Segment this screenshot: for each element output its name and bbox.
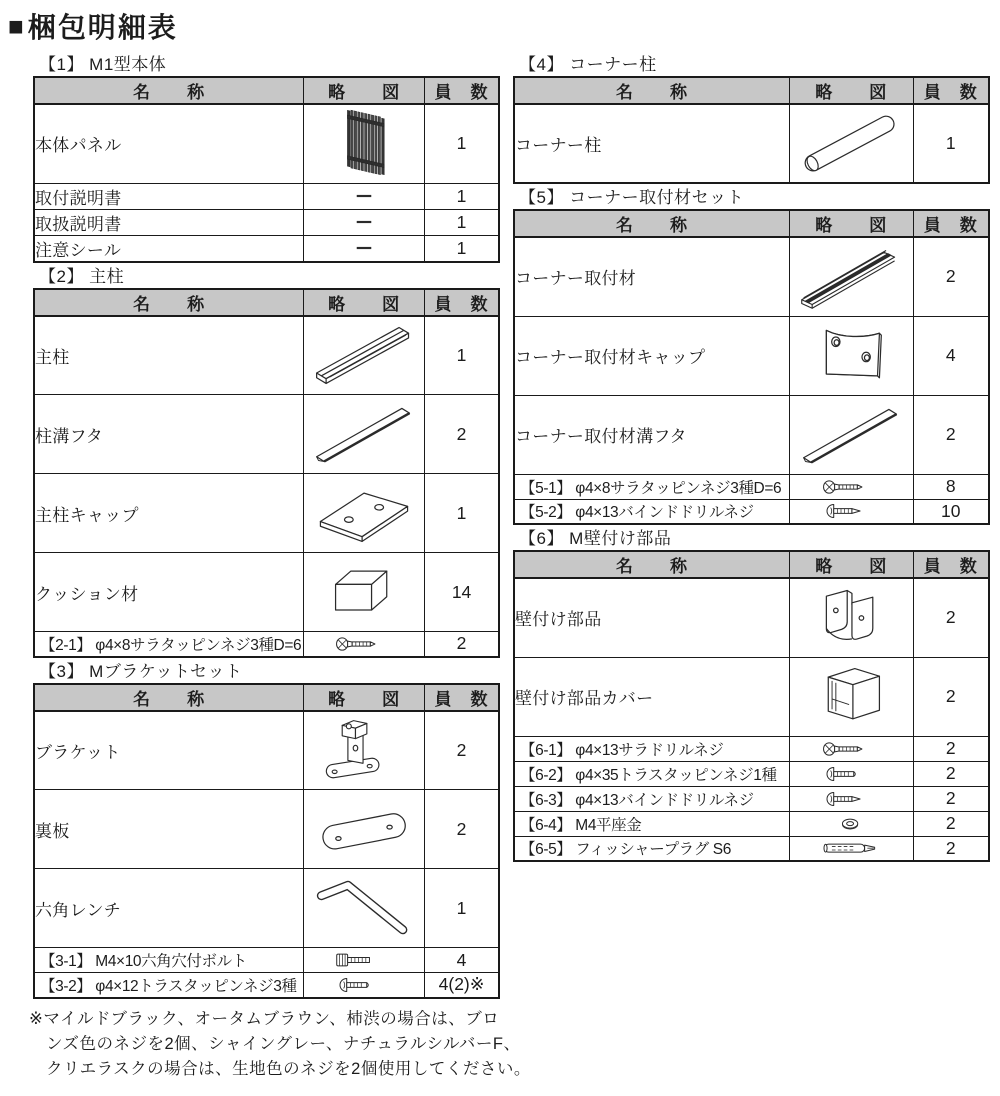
- section-label: 【3】 Mブラケットセット: [39, 661, 243, 681]
- footnote-line: ンズ色のネジを2個、シャイングレー、ナチュラルシルバーF、: [46, 1035, 521, 1053]
- fence-panel-icon: [306, 108, 422, 180]
- table-header-row: [34, 289, 499, 316]
- corner-channel-icon: [793, 241, 909, 313]
- parts-table: [33, 683, 500, 999]
- table-row: [514, 657, 989, 736]
- part-qty: 1: [425, 316, 499, 395]
- part-sketch-cell: [304, 235, 425, 262]
- part-qty: 1: [425, 869, 499, 948]
- part-name: 取扱説明書: [34, 209, 304, 235]
- section-label: 【5】 コーナー取付材セット: [519, 188, 745, 207]
- table-row: [514, 811, 989, 836]
- table-row: [514, 316, 989, 395]
- table-row: [514, 499, 989, 524]
- part-name: コーナー柱: [514, 104, 790, 183]
- part-name: 【3-2】 φ4×12トラスタッピンネジ3種: [34, 973, 304, 998]
- footnote: [29, 1007, 589, 1082]
- part-sketch-cell: [790, 578, 914, 657]
- corner-post-cylinder-icon: [793, 108, 909, 180]
- part-name: 【3-1】 M4×10六角穴付ボルト: [34, 948, 304, 973]
- dash-icon: [332, 238, 396, 258]
- part-name: 注意シール: [34, 235, 304, 262]
- table-row: [514, 237, 989, 316]
- parts-table: [33, 76, 500, 263]
- wall-mount-cover-icon: [793, 661, 909, 733]
- table-row: [34, 632, 499, 657]
- part-name: 主柱キャップ: [34, 474, 304, 553]
- table-header-row: [514, 210, 989, 237]
- post-extrusion-icon: [306, 319, 422, 391]
- section-label: 【1】 M1型本体: [39, 55, 167, 74]
- groove-cover-strip-icon: [793, 399, 909, 471]
- table-row: [514, 395, 989, 474]
- table-row: [514, 578, 989, 657]
- part-name: 壁付け部品: [514, 578, 790, 657]
- truss-screw-icon: [819, 764, 883, 784]
- cushion-block-icon: [306, 556, 422, 628]
- part-qty: 2: [913, 395, 989, 474]
- part-name: 柱溝フタ: [34, 395, 304, 474]
- column-header-name: 名 称: [514, 551, 790, 578]
- table-row: [514, 736, 989, 761]
- table-row: [34, 790, 499, 869]
- part-name: ブラケット: [34, 711, 304, 790]
- part-qty: 2: [913, 786, 989, 811]
- wall-mount-bracket-icon: [793, 582, 909, 654]
- part-qty: 2: [425, 395, 499, 474]
- table-row: [34, 316, 499, 395]
- part-name: コーナー取付材溝フタ: [514, 395, 790, 474]
- part-qty: 1: [425, 104, 499, 183]
- column-header-qty: 員 数: [425, 289, 499, 316]
- part-name: 【5-2】 φ4×13バインドドリルネジ: [514, 499, 790, 524]
- table-header-row: [514, 77, 989, 104]
- column-header-name: 名 称: [34, 289, 304, 316]
- part-qty: 2: [425, 711, 499, 790]
- part-name: 壁付け部品カバー: [514, 657, 790, 736]
- part-name: コーナー取付材: [514, 237, 790, 316]
- table-row: [34, 183, 499, 209]
- parts-table: [513, 209, 990, 525]
- part-name: 本体パネル: [34, 104, 304, 183]
- bracket-icon: [306, 714, 422, 786]
- table-row: [34, 474, 499, 553]
- part-sketch-cell: [304, 790, 425, 869]
- part-name: 裏板: [34, 790, 304, 869]
- footnote-line: ※マイルドブラック、オータムブラウン、柿渋の場合は、ブロ: [29, 1010, 500, 1028]
- hex-wrench-icon: [306, 872, 422, 944]
- table-row: [34, 711, 499, 790]
- dash-icon: [332, 186, 396, 206]
- part-sketch-cell: [304, 711, 425, 790]
- title-square-icon: ■: [8, 11, 26, 41]
- bind-drill-screw-icon: [819, 789, 883, 809]
- table-row: [34, 948, 499, 973]
- part-name: 【6-5】 フィッシャープラグ S6: [514, 836, 790, 861]
- column-header-name: 名 称: [34, 77, 304, 104]
- part-qty: 1: [425, 474, 499, 553]
- part-name: 【2-1】 φ4×8サラタッピンネジ3種D=6: [34, 632, 304, 657]
- part-qty: 8: [913, 474, 989, 499]
- part-sketch-cell: [790, 836, 914, 861]
- part-qty: 2: [913, 736, 989, 761]
- part-sketch-cell: [790, 395, 914, 474]
- part-name: 【6-3】 φ4×13バインドドリルネジ: [514, 786, 790, 811]
- part-qty: 2: [913, 761, 989, 786]
- flat-head-screw-icon: [819, 477, 883, 497]
- part-sketch-cell: [304, 948, 425, 973]
- part-qty: 2: [913, 811, 989, 836]
- page-title-text: 梱包明細表: [27, 12, 178, 43]
- part-sketch-cell: [304, 316, 425, 395]
- back-plate-icon: [306, 793, 422, 865]
- part-qty: 4(2)※: [425, 973, 499, 998]
- table-header-row: [34, 77, 499, 104]
- part-sketch-cell: [304, 209, 425, 235]
- part-sketch-cell: [790, 316, 914, 395]
- table-row: [34, 973, 499, 998]
- corner-cap-plate-icon: [793, 320, 909, 392]
- part-name: 【6-4】 M4平座金: [514, 811, 790, 836]
- part-sketch-cell: [304, 183, 425, 209]
- socket-bolt-icon: [332, 950, 396, 970]
- part-sketch-cell: [304, 869, 425, 948]
- part-sketch-cell: [790, 761, 914, 786]
- part-sketch-cell: [304, 632, 425, 657]
- part-sketch-cell: [790, 104, 914, 183]
- part-qty: 10: [913, 499, 989, 524]
- part-sketch-cell: [790, 786, 914, 811]
- part-name: コーナー取付材キャップ: [514, 316, 790, 395]
- flat-head-screw-icon: [819, 739, 883, 759]
- part-qty: 1: [913, 104, 989, 183]
- part-name: 【6-1】 φ4×13サラドリルネジ: [514, 736, 790, 761]
- part-sketch-cell: [790, 237, 914, 316]
- part-name: 【5-1】 φ4×8サラタッピンネジ3種D=6: [514, 474, 790, 499]
- bind-drill-screw-icon: [819, 501, 883, 521]
- section-label: 【6】 M壁付け部品: [519, 529, 672, 548]
- part-qty: 2: [425, 632, 499, 657]
- parts-table: [513, 550, 990, 862]
- parts-table: [513, 76, 990, 184]
- part-qty: 2: [913, 836, 989, 861]
- part-name: 主柱: [34, 316, 304, 395]
- column-header-sketch: 略 図: [790, 210, 914, 237]
- part-qty: 1: [425, 183, 499, 209]
- column-header-qty: 員 数: [913, 77, 989, 104]
- groove-cover-strip-icon: [306, 398, 422, 470]
- page-title: [8, 6, 178, 46]
- part-sketch-cell: [790, 499, 914, 524]
- part-sketch-cell: [304, 553, 425, 632]
- washer-icon: [819, 814, 883, 834]
- post-cap-plate-icon: [306, 477, 422, 549]
- column-header-qty: 員 数: [913, 210, 989, 237]
- column-header-name: 名 称: [34, 684, 304, 711]
- column-header-qty: 員 数: [425, 77, 499, 104]
- part-name: クッション材: [34, 553, 304, 632]
- table-row: [34, 209, 499, 235]
- part-qty: 4: [425, 948, 499, 973]
- truss-screw-icon: [332, 975, 396, 995]
- table-row: [34, 235, 499, 262]
- dash-icon: [332, 212, 396, 232]
- table-row: [514, 474, 989, 499]
- column-header-qty: 員 数: [425, 684, 499, 711]
- column-header-name: 名 称: [514, 210, 790, 237]
- part-sketch-cell: [304, 973, 425, 998]
- column-header-qty: 員 数: [913, 551, 989, 578]
- part-qty: 2: [425, 790, 499, 869]
- part-sketch-cell: [790, 657, 914, 736]
- part-qty: 1: [425, 209, 499, 235]
- part-qty: 2: [913, 237, 989, 316]
- right-column: [513, 54, 990, 865]
- column-header-sketch: 略 図: [790, 551, 914, 578]
- part-sketch-cell: [304, 395, 425, 474]
- section-label: 【4】 コーナー柱: [519, 55, 657, 74]
- table-row: [34, 869, 499, 948]
- table-row: [34, 104, 499, 183]
- part-sketch-cell: [790, 474, 914, 499]
- footnote-line: クリエラスクの場合は、生地色のネジを2個使用してください。: [46, 1060, 531, 1078]
- part-qty: 14: [425, 553, 499, 632]
- part-qty: 2: [913, 578, 989, 657]
- part-name: 【6-2】 φ4×35トラスタッピンネジ1種: [514, 761, 790, 786]
- part-qty: 4: [913, 316, 989, 395]
- part-sketch-cell: [790, 736, 914, 761]
- part-sketch-cell: [304, 474, 425, 553]
- table-row: [34, 395, 499, 474]
- flat-head-screw-icon: [332, 634, 396, 654]
- column-header-sketch: 略 図: [304, 684, 425, 711]
- fischer-plug-icon: [819, 838, 883, 858]
- table-row: [514, 761, 989, 786]
- section-label: 【2】 主柱: [39, 266, 125, 286]
- left-column: [33, 54, 500, 1002]
- part-name: 六角レンチ: [34, 869, 304, 948]
- parts-table: [33, 288, 500, 658]
- table-header-row: [514, 551, 989, 578]
- part-sketch-cell: [790, 811, 914, 836]
- column-header-sketch: 略 図: [790, 77, 914, 104]
- column-header-sketch: 略 図: [304, 289, 425, 316]
- table-row: [514, 836, 989, 861]
- part-sketch-cell: [304, 104, 425, 183]
- table-row: [34, 553, 499, 632]
- table-row: [514, 104, 989, 183]
- table-row: [514, 786, 989, 811]
- part-name: 取付説明書: [34, 183, 304, 209]
- table-header-row: [34, 684, 499, 711]
- column-header-sketch: 略 図: [304, 77, 425, 104]
- part-qty: 1: [425, 235, 499, 262]
- part-qty: 2: [913, 657, 989, 736]
- column-header-name: 名 称: [514, 77, 790, 104]
